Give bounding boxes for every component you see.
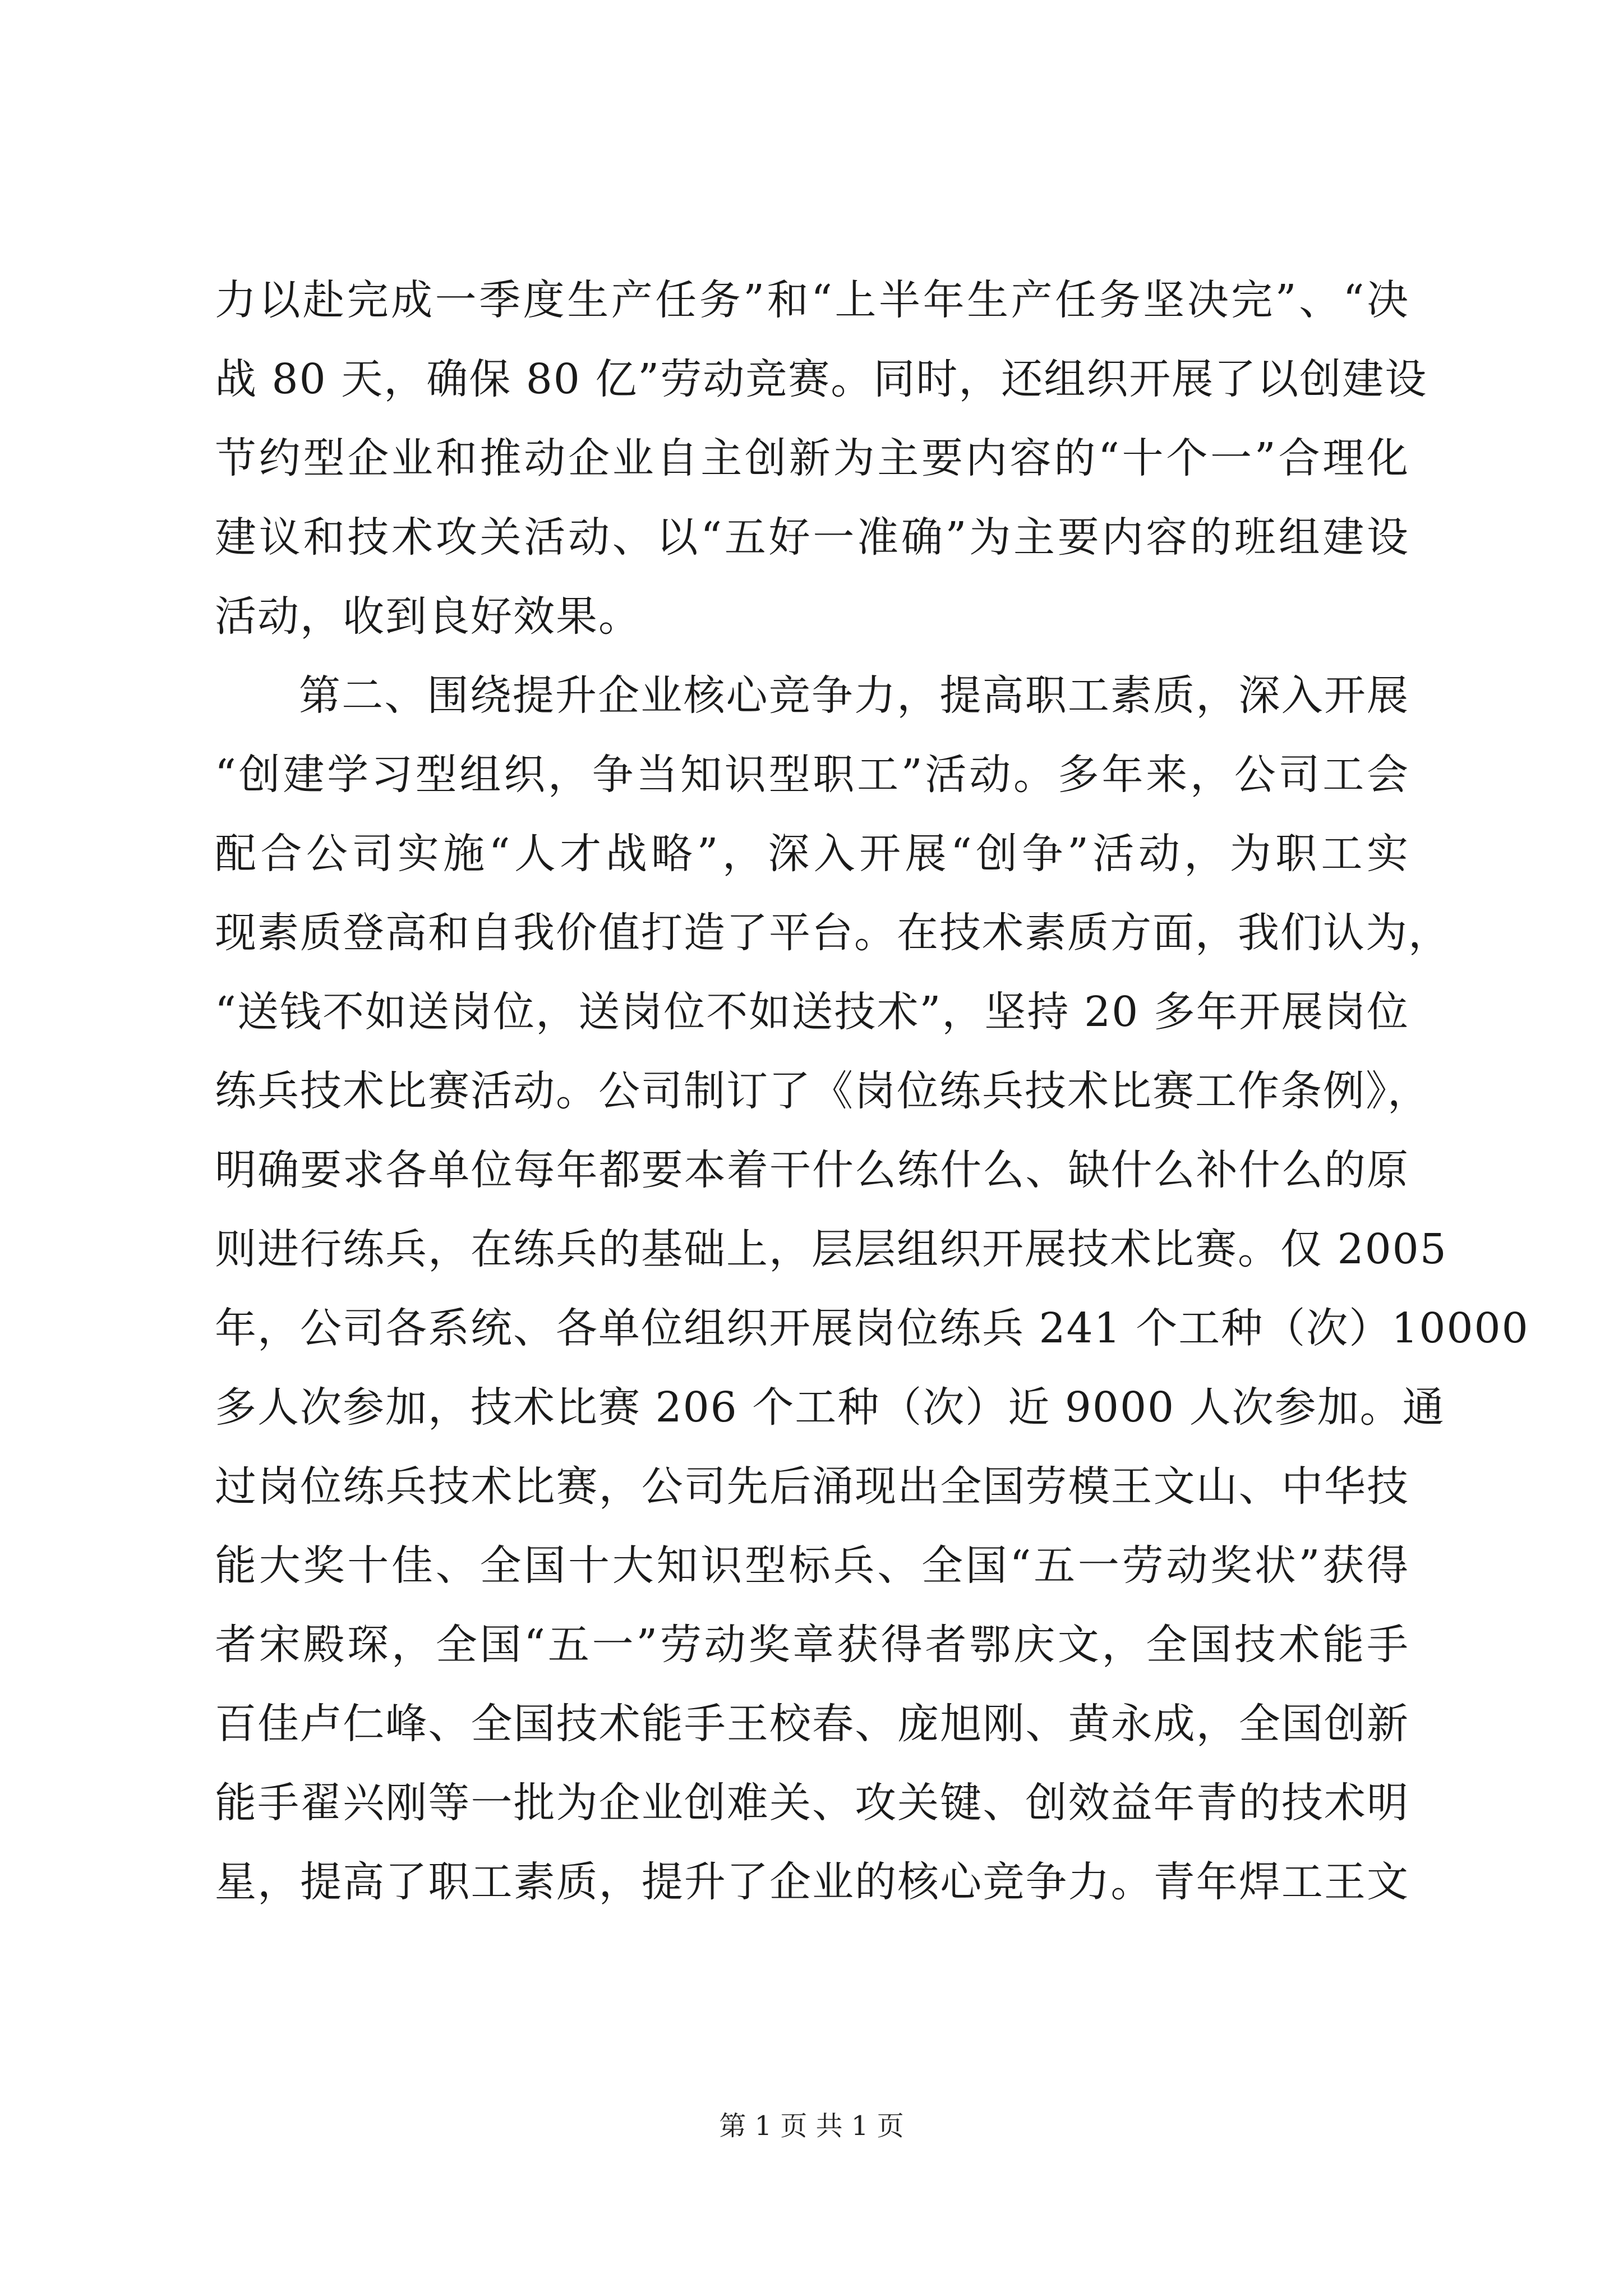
text-line: 建议和技术攻关活动、以“五好一准确”为主要内容的班组建设 — [215, 513, 1409, 562]
text-line: 配合公司实施“人才战略”，深入开展“创争”活动，为职工实 — [215, 830, 1409, 878]
text-line: 明确要求各单位每年都要本着干什么练什么、缺什么补什么的原 — [215, 1146, 1409, 1194]
paragraph-first-line: 第二、围绕提升企业核心竞争力，提高职工素质，深入开展 — [299, 671, 1409, 720]
text-line: 星，提高了职工素质，提升了企业的核心竞争力。青年焊工王文 — [215, 1858, 1409, 1906]
text-line: “创建学习型组织，争当知识型职工”活动。多年来，公司工会 — [215, 751, 1409, 799]
text-line: 百佳卢仁峰、全国技术能手王校春、庞旭刚、黄永成，全国创新 — [215, 1700, 1409, 1748]
text-line: 则进行练兵，在练兵的基础上，层层组织开展技术比赛。仅 2005 — [215, 1225, 1447, 1273]
text-line: “送钱不如送岗位，送岗位不如送技术”，坚持 20 多年开展岗位 — [215, 988, 1409, 1036]
text-line: 过岗位练兵技术比赛，公司先后涌现出全国劳模王文山、中华技 — [215, 1462, 1409, 1511]
text-line: 节约型企业和推动企业自主创新为主要内容的“十个一”合理化 — [215, 434, 1409, 482]
text-line: 现素质登高和自我价值打造了平台。在技术素质方面，我们认为， — [215, 909, 1451, 957]
text-line: 年，公司各系统、各单位组织开展岗位练兵 241 个工种（次）10000 — [215, 1304, 1529, 1352]
page-number-footer: 第 1 页 共 1 页 — [719, 2110, 904, 2142]
text-line: 战 80 天，确保 80 亿”劳动竞赛。同时，还组织开展了以创建设 — [215, 355, 1428, 403]
text-line: 能手翟兴刚等一批为企业创难关、攻关键、创效益年青的技术明 — [215, 1779, 1409, 1827]
text-line: 者宋殿琛，全国“五一”劳动奖章获得者鄂庆文，全国技术能手 — [215, 1621, 1409, 1669]
text-line: 能大奖十佳、全国十大知识型标兵、全国“五一劳动奖状”获得 — [215, 1542, 1409, 1590]
text-line: 活动，收到良好效果。 — [215, 592, 641, 641]
text-line: 多人次参加，技术比赛 206 个工种（次）近 9000 人次参加。通 — [215, 1383, 1445, 1432]
text-line: 力以赴完成一季度生产任务”和“上半年生产任务坚决完”、“决 — [215, 276, 1409, 324]
text-line: 练兵技术比赛活动。公司制订了《岗位练兵技术比赛工作条例》， — [215, 1067, 1430, 1115]
document-body — [215, 261, 1529, 1922]
